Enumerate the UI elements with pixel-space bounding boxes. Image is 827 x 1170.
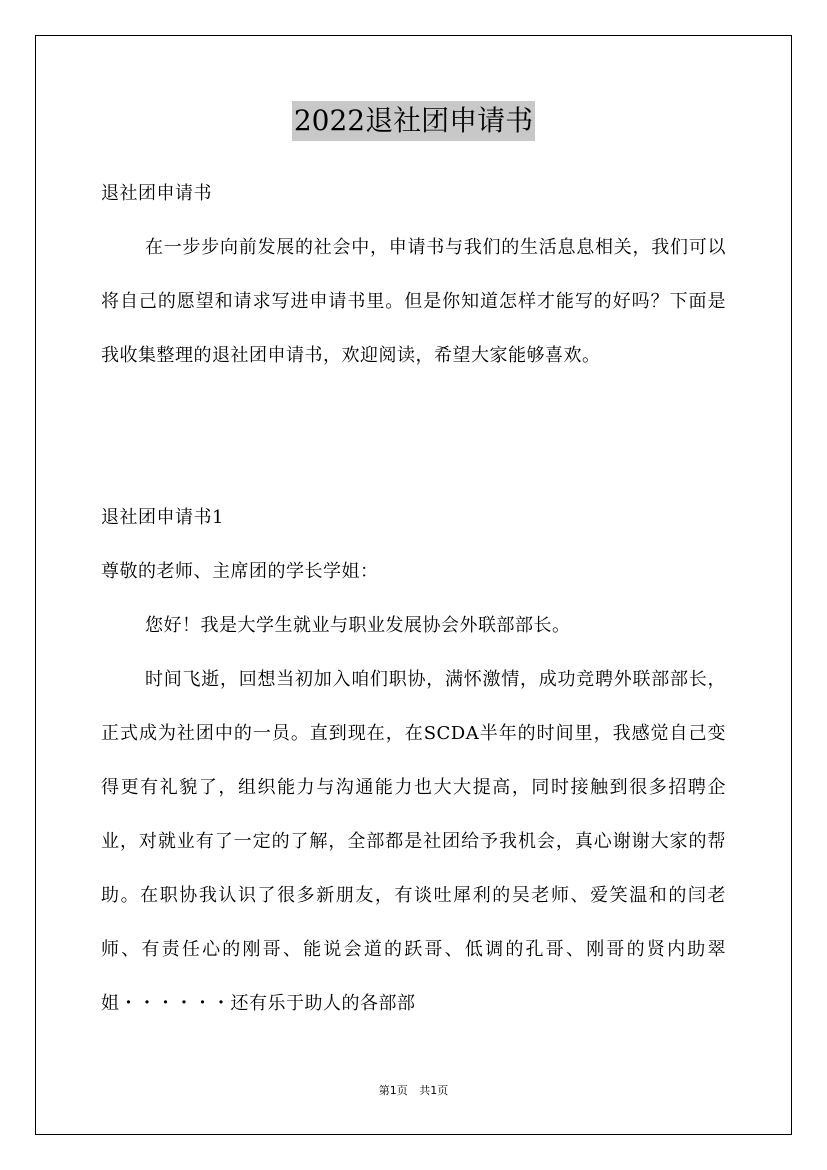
document-heading: 退社团申请书	[101, 183, 212, 204]
document-title: 2022退社团申请书	[292, 101, 535, 141]
salutation: 尊敬的老师、主席团的学长学姐：	[101, 561, 379, 582]
page-footer	[0, 1082, 827, 1098]
title-container	[0, 101, 827, 141]
section-title: 退社团申请书1	[101, 507, 224, 528]
intro-paragraph: 在一步步向前发展的社会中，申请书与我们的生活息息相关，我们可以将自己的愿望和请求写进申请书里。但是你知道怎样才能写的好吗？下面是我收集整理的退社团申请书，欢迎阅读，希望大家能够喜欢。	[101, 237, 726, 366]
greeting-paragraph: 您好！我是大学生就业与职业发展协会外联部部长。	[145, 615, 571, 636]
page-total: 共1页	[419, 1084, 449, 1097]
page-number: 第1页	[378, 1084, 408, 1097]
body-paragraph: 时间飞逝，回想当初加入咱们职协，满怀激情，成功竞聘外联部部长，正式成为社团中的一员。直到现在，在SCDA半年的时间里，我感觉自己变得更有礼貌了，组织能力与沟通能力也大大提高，同时接触到很多招聘企业，对就业有了一定的了解，全部都是社团给予我机会，真心谢谢大家的帮助。在职协我认识了很多新朋友，有谈吐犀利的吴老师、爱笑温和的闫老师、有责任心的刚哥、能说会道的跃哥、低调的孔哥、刚哥的贤内助翠姐・・・・・・还有乐于助人的各部部	[101, 669, 726, 1014]
